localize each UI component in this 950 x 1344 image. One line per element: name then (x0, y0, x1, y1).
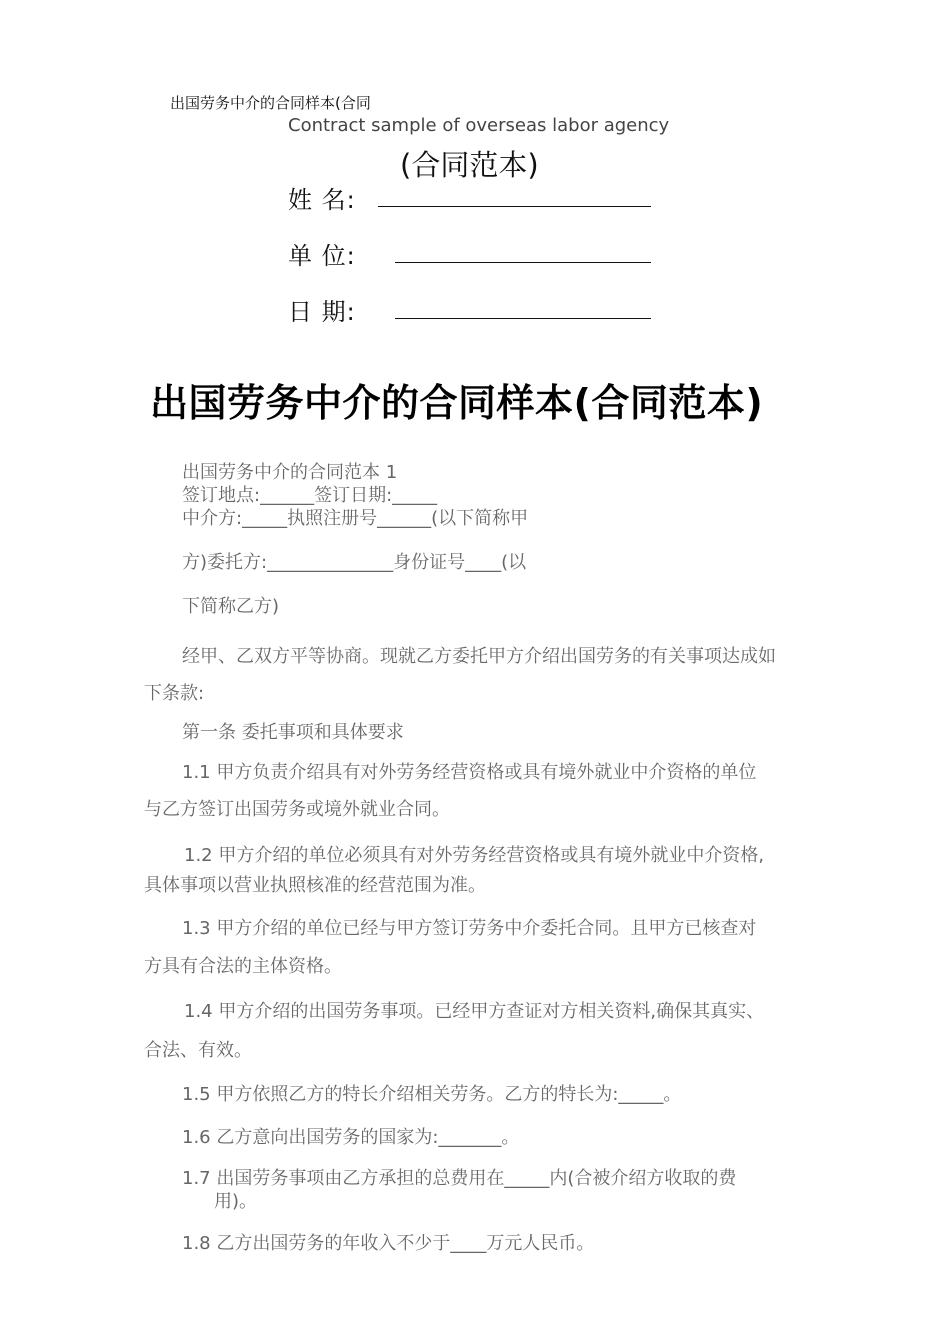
date-field-label: 日 期: (288, 298, 356, 326)
agent-line: 中介方:_____执照注册号______(以下简称甲 (182, 508, 529, 529)
clause-1-1-line1: 1.1 甲方负责介绍具有对外劳务经营资格或具有境外就业中介资格的单位 (182, 762, 757, 783)
unit-field-label: 单 位: (288, 242, 356, 270)
contract-heading: 出国劳务中介的合同范本 1 (182, 462, 398, 483)
name-field-line[interactable] (378, 206, 651, 207)
article-1-heading: 第一条 委托事项和具体要求 (182, 722, 404, 743)
clause-1-3-line2: 方具有合法的主体资格。 (144, 956, 342, 977)
document-title: 出国劳务中介的合同样本(合同范本) (150, 381, 764, 425)
cover-subtitle: (合同范本) (400, 148, 539, 182)
clause-1-4-line1: 1.4 甲方介绍的出国劳务事项。已经甲方查证对方相关资料,确保其真实、 (184, 1001, 765, 1022)
clause-1-2-line1: 1.2 甲方介绍的单位必须具有对外劳务经营资格或具有境外就业中介资格, (184, 845, 765, 866)
clause-1-7-line2: 用)。 (214, 1191, 258, 1212)
intro-paragraph-line1: 经甲、乙双方平等协商。现就乙方委托甲方介绍出国劳务的有关事项达成如 (182, 646, 776, 667)
clause-1-5: 1.5 甲方依照乙方的特长介绍相关劳务。乙方的特长为:_____。 (182, 1084, 682, 1105)
sign-line: 签订地点:______签订日期:_____ (182, 485, 438, 506)
intro-paragraph-line2: 下条款: (144, 683, 205, 704)
clause-1-4-line2: 合法、有效。 (144, 1040, 252, 1061)
name-field-label: 姓 名: (288, 186, 356, 214)
client-line-continued: 下简称乙方) (182, 596, 280, 617)
clause-1-3-line1: 1.3 甲方介绍的单位已经与甲方签订劳务中介委托合同。且甲方已核查对 (182, 918, 757, 939)
clause-1-2-line2: 具体事项以营业执照核准的经营范围为准。 (144, 875, 486, 896)
clause-1-8: 1.8 乙方出国劳务的年收入不少于____万元人民币。 (182, 1233, 595, 1254)
clause-1-1-line2: 与乙方签订出国劳务或境外就业合同。 (144, 799, 450, 820)
header-small-title: 出国劳务中介的合同样本(合同 (170, 94, 371, 112)
client-line: 方)委托方:______________身份证号____(以 (182, 552, 527, 573)
date-field-line[interactable] (395, 318, 651, 319)
unit-field-line[interactable] (395, 262, 651, 263)
header-english-title: Contract sample of overseas labor agency (288, 115, 670, 136)
clause-1-6: 1.6 乙方意向出国劳务的国家为:_______。 (182, 1127, 520, 1148)
clause-1-7-line1: 1.7 出国劳务事项由乙方承担的总费用在_____内(合被介绍方收取的费 (182, 1168, 737, 1189)
